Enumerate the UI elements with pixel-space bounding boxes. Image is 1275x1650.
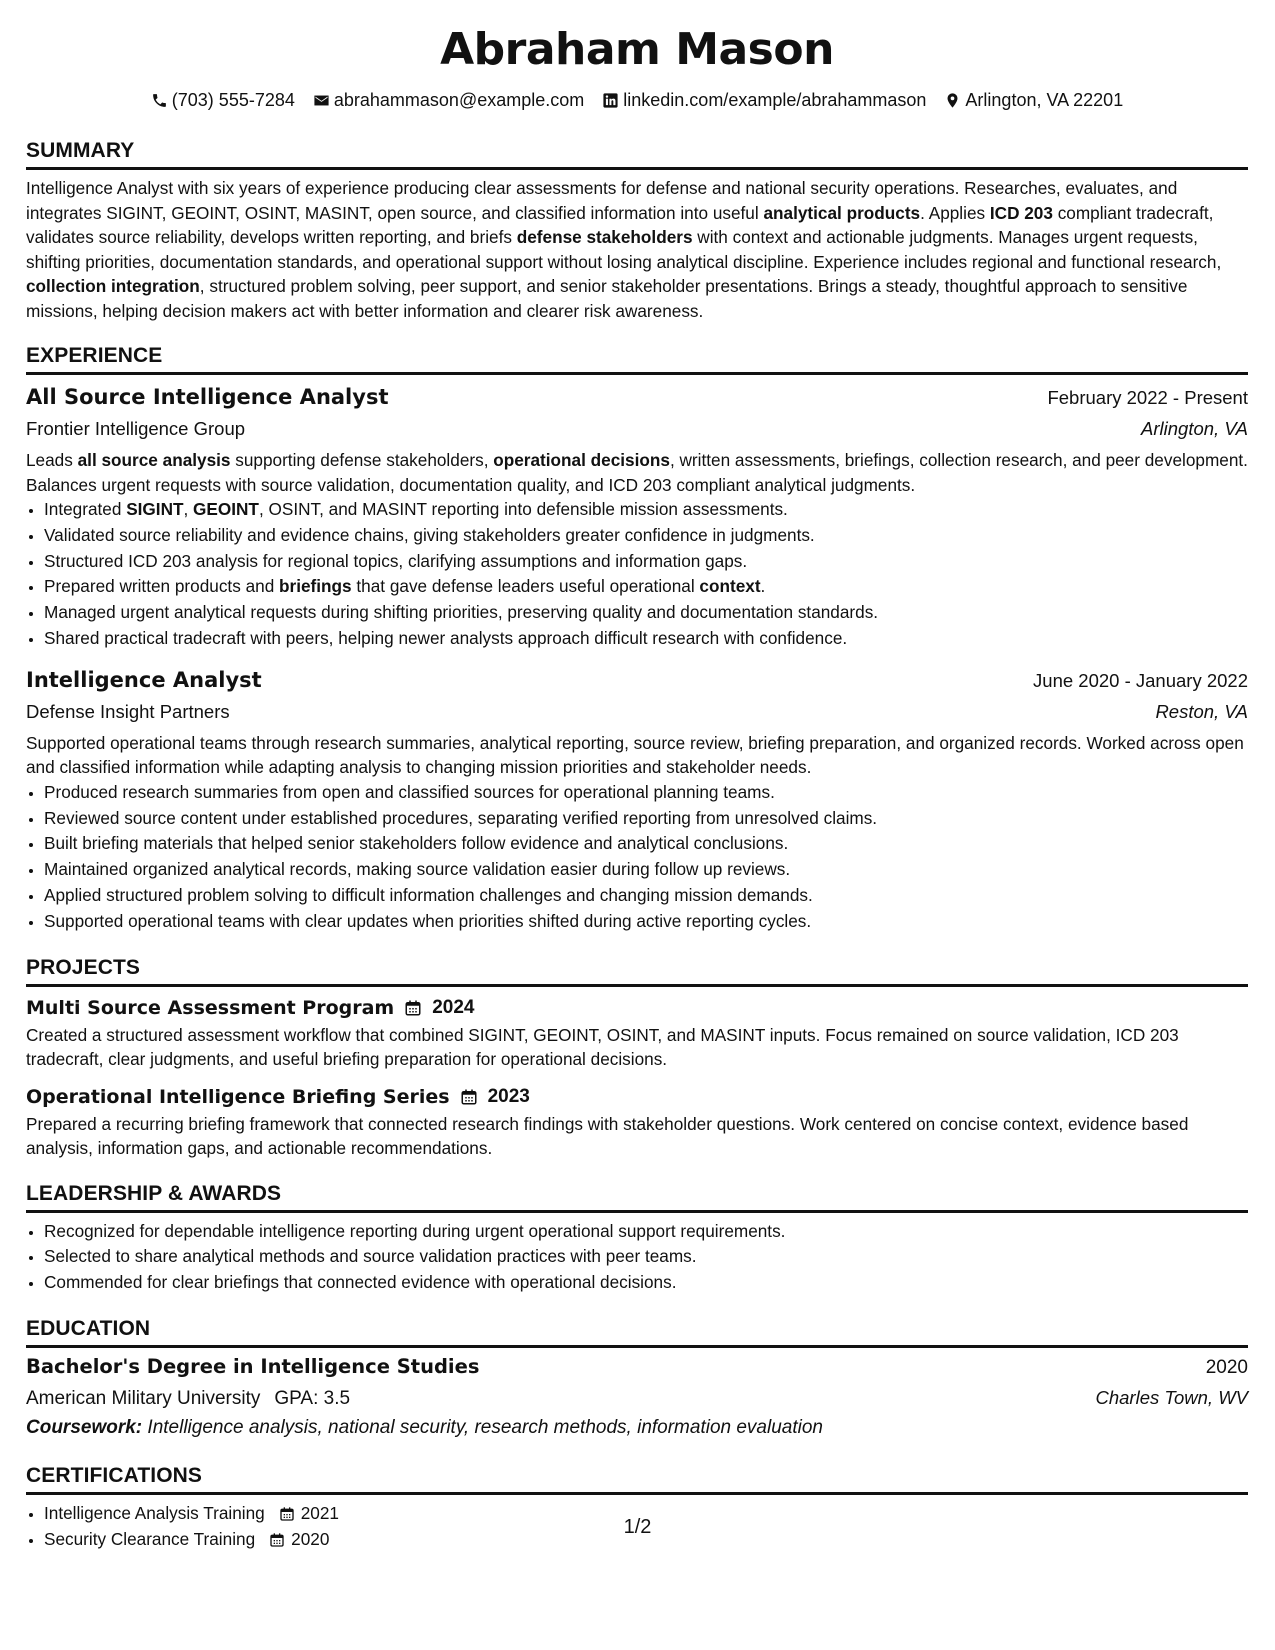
project-name: Multi Source Assessment Program	[26, 996, 395, 1019]
list-item: • Built briefing materials that helped senior stakeholders follow evidence and analytical conclusions.	[44, 831, 1248, 857]
project-description: Prepared a recurring briefing framework that connected research findings with stakeholder questions. Work centered on concise context, evidence based analysis, information gaps, and actionable recommendations.	[26, 1113, 1189, 1159]
envelope-icon	[313, 92, 330, 109]
cert-year: 2020	[291, 1528, 330, 1549]
section-title: PROJECTS	[26, 955, 1248, 987]
project-year: 2024	[432, 996, 475, 1018]
project-description: Created a structured assessment workflow that combined SIGINT, GEOINT, OSINT, and MASINT inputs. Focus remained on source validation, ICD 203 tradecraft, clear judgments, and useful briefing preparation for operational decisions.	[26, 1024, 1179, 1070]
job-date: February 2022 - Present	[1047, 387, 1248, 408]
leadership-section	[26, 1181, 1248, 1296]
list-item: • Structured ICD 203 analysis for regional topics, clarifying assumptions and information gaps.	[44, 549, 1248, 575]
calendar-icon	[404, 999, 422, 1017]
calendar-icon	[460, 1088, 478, 1106]
project-entry	[26, 1084, 1248, 1161]
section-title: EXPERIENCE	[26, 343, 1248, 375]
contact-email[interactable]: abrahammason@example.com	[313, 88, 584, 112]
section-title: SUMMARY	[26, 138, 1248, 170]
contact-linkedin[interactable]: linkedin.com/example/abrahammason	[602, 88, 926, 112]
list-item: • Maintained organized analytical records, making source validation easier during follow up reviews.	[44, 857, 1248, 883]
list-item: • Produced research summaries from open and classified sources for operational planning teams.	[44, 780, 1248, 806]
school-location: Charles Town, WV	[1095, 1386, 1248, 1408]
job-title: All Source Intelligence Analyst	[26, 385, 389, 409]
summary-section	[26, 138, 1248, 323]
summary-text: Intelligence Analyst with six years of experience producing clear assessments for defense and national security operations. Researches, evaluates, and integrates SIGINT, GEOINT, OSINT, MASINT, open source, and classified information into useful analytical products. Applies ICD 203 compliant tradecraft, validates source reliability, develops written reporting, and briefs defense stakeholders with context and actionable judgments. Manages urgent requests, shifting priorities, documentation standards, and operational support without losing analytical discipline. Experience includes regional and functional research, collection integration, structured problem solving, peer support, and senior stakeholder presentations. Brings a steady, thoughtful approach to sensitive missions, helping decision makers act with better information and clearer risk awareness.	[26, 178, 1222, 321]
job-entry	[26, 664, 1248, 935]
job-entry	[26, 381, 1248, 652]
school-name: American Military University	[26, 1387, 261, 1409]
contact-bar	[26, 88, 1248, 112]
list-item: • Selected to share analytical methods and source validation practices with peer teams.	[44, 1244, 1248, 1270]
section-title: CERTIFICATIONS	[26, 1463, 1248, 1495]
linkedin-icon	[602, 92, 619, 109]
education-section	[26, 1316, 1248, 1443]
list-item: • Managed urgent analytical requests during shifting priorities, preserving quality and documentation standards.	[44, 600, 1248, 626]
project-year: 2023	[487, 1085, 530, 1107]
experience-section	[26, 343, 1248, 935]
projects-section	[26, 955, 1248, 1161]
job-title: Intelligence Analyst	[26, 667, 262, 692]
coursework: Coursework: Intelligence analysis, national security, research methods, information evaluation	[26, 1416, 823, 1438]
contact-location: Arlington, VA 22201	[944, 88, 1123, 112]
school-info	[26, 1385, 350, 1413]
cert-name: • Intelligence Analysis Training	[44, 1502, 265, 1523]
candidate-name: Abraham Mason	[440, 24, 834, 75]
phone-icon	[151, 92, 168, 109]
list-item: • Integrated SIGINT, GEOINT, OSINT, and MASINT reporting into defensible mission assessments.	[44, 497, 1248, 523]
list-item: • Shared practical tradecraft with peers, helping newer analysts approach difficult research with confidence.	[44, 626, 1248, 652]
list-item: • Prepared written products and briefings that gave defense leaders useful operational context.	[44, 574, 1248, 600]
gpa: GPA: 3.5	[274, 1387, 351, 1409]
list-item: • Validated source reliability and evidence chains, giving stakeholders greater confidence in judgments.	[44, 523, 1248, 549]
job-location: Arlington, VA	[1141, 418, 1248, 439]
job-location: Reston, VA	[1155, 700, 1248, 722]
list-item: • Reviewed source content under established procedures, separating verified reporting from unresolved claims.	[44, 806, 1248, 832]
degree: Bachelor's Degree in Intelligence Studies	[26, 1354, 480, 1378]
leadership-list	[26, 1219, 1248, 1296]
cert-name: • Security Clearance Training	[44, 1528, 256, 1549]
list-item: • Commended for clear briefings that connected evidence with operational decisions.	[44, 1270, 1248, 1296]
project-entry	[26, 995, 1248, 1072]
job-company: Frontier Intelligence Group	[26, 418, 246, 439]
graduation-year: 2020	[1205, 1356, 1248, 1378]
job-company: Defense Insight Partners	[26, 700, 230, 722]
job-bullets	[26, 780, 1248, 935]
resume-page	[26, 0, 1248, 1553]
section-title: EDUCATION	[26, 1316, 1248, 1348]
map-pin-icon	[944, 92, 961, 109]
job-description: Leads all source analysis supporting defense stakeholders, operational decisions, written assessments, briefings, collection research, and peer development. Balances urgent requests with source validation, documentation quality, and ICD 203 compliant analytical judgments.	[26, 450, 1248, 495]
cert-year: 2021	[300, 1502, 339, 1523]
section-title: LEADERSHIP & AWARDS	[26, 1181, 1248, 1213]
job-bullets	[26, 497, 1248, 652]
list-item: • Recognized for dependable intelligence reporting during urgent operational support requirements.	[44, 1219, 1248, 1245]
job-date: June 2020 - January 2022	[1033, 669, 1248, 691]
job-description: Supported operational teams through research summaries, analytical reporting, source review, briefing preparation, and organized records. Worked across open and classified information while adapting analysis to changing mission priorities and stakeholder needs.	[26, 732, 1244, 778]
contact-phone: (703) 555-7284	[151, 88, 295, 112]
project-name: Operational Intelligence Briefing Series	[26, 1085, 450, 1108]
list-item: • Applied structured problem solving to difficult information challenges and changing mission demands.	[44, 883, 1248, 909]
page-number: 1/2	[623, 1516, 652, 1538]
list-item: • Supported operational teams with clear updates when priorities shifted during active reporting cycles.	[44, 909, 1248, 935]
